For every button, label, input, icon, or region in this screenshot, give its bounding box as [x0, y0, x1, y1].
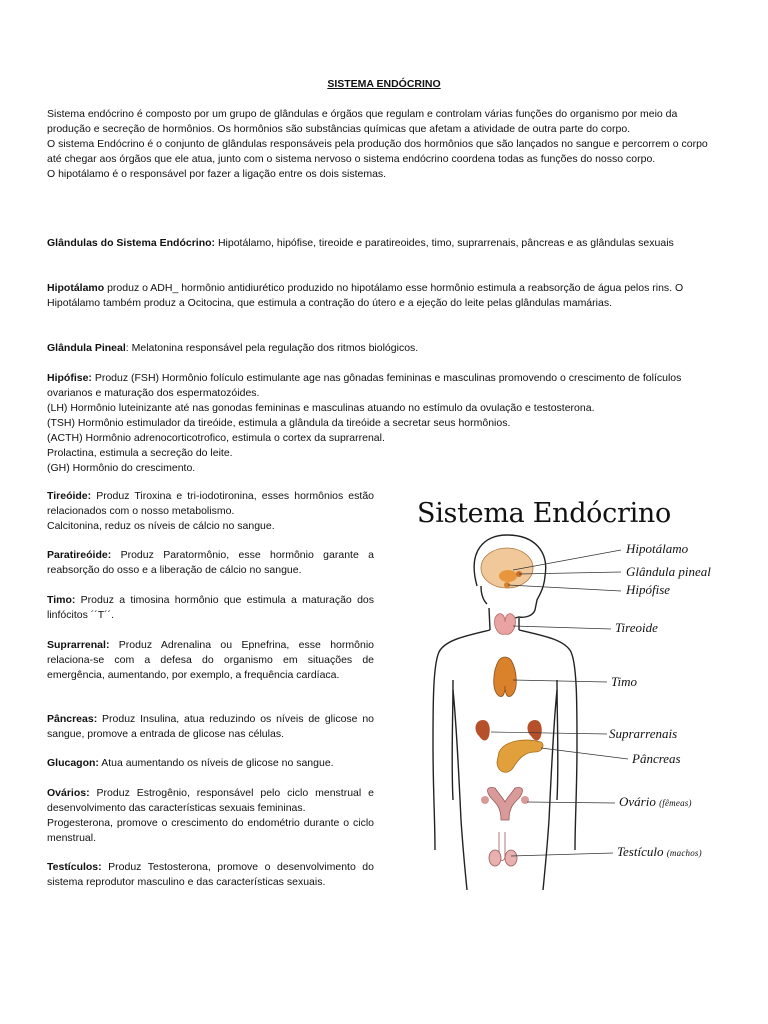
thymus-shape — [494, 657, 517, 697]
pancreas-text: Produz Insulina, atua reduzindo os níveis de glicose no sangue, promove a entrada de glicose nas células. — [47, 713, 374, 740]
suprarrenal-text: Produz Adrenalina ou Epnefrina, esse hormônio relaciona-se com a defesa do organismo em situações de emergência, aumentando, por exemplo, a frequência cardíaca. — [47, 639, 374, 681]
hipofise-line-acth: (ACTH) Hormônio adrenocorticotrofico, estimula o cortex da suprarrenal. — [47, 432, 385, 444]
intro-paragraph-1: Sistema endócrino é composto por um grupo de glândulas e órgãos que regulam e controlam várias funções do organismo por meio da produção e secreção de hormônios. Os hormônios são substâncias químicas que afetam a atividade de outra parte do corpo. — [47, 108, 678, 135]
pineal-text: : Melatonina responsável pela regulação dos ritmos biológicos. — [125, 342, 419, 354]
body-illustration — [395, 490, 745, 890]
testiculos-section — [47, 860, 374, 890]
label-testiculo-text: Testículo — [617, 844, 664, 859]
label-testiculo-note: (machos) — [666, 848, 702, 858]
glucagon-label: Glucagon: — [47, 757, 99, 769]
hipofise-section — [47, 371, 713, 476]
hypothalamus-shape — [499, 570, 517, 582]
tireoide-line-2: Calcitonina, reduz os níveis de cálcio no sangue. — [47, 520, 275, 532]
pineal-section — [47, 341, 713, 356]
figure-title: Sistema Endócrino — [417, 498, 671, 529]
glandulas-text: Hipotálamo, hipófise, tireoide e paratireoides, timo, suprarrenais, pâncreas e as glândulas sexuais — [215, 237, 674, 249]
leader-lines — [491, 550, 628, 856]
label-timo: Timo — [611, 674, 638, 689]
label-ovario-text: Ovário — [619, 794, 656, 809]
uterus-shape — [488, 787, 523, 820]
hipotalamo-section — [47, 281, 713, 311]
thyroid-shape — [495, 614, 516, 635]
tireoide-section — [47, 489, 374, 534]
hipofise-line-gh: (GH) Hormônio do crescimento. — [47, 462, 196, 474]
timo-text: Produz a timosina hormônio que estimula a maturação dos linfócitos ´´T´´. — [47, 594, 374, 621]
ovarios-label: Ovários: — [47, 787, 90, 799]
hipofise-line-lh: (LH) Hormônio luteinizante até nas gonodas femininas e masculinas atuando no estímulo da ovulação e testosterona. — [47, 402, 595, 414]
testiculos-text: Produz Testosterona, promove o desenvolvimento do sistema reprodutor masculino e das características sexuais. — [47, 861, 374, 888]
glandulas-section — [47, 236, 713, 251]
testiculos-label: Testículos: — [47, 861, 102, 873]
document-title: SISTEMA ENDÓCRINO — [327, 78, 441, 90]
ovarios-section — [47, 786, 374, 846]
timo-section — [47, 593, 374, 623]
tireoide-label: Tireóide: — [47, 490, 92, 502]
label-glandula-pineal: Glândula pineal — [626, 564, 711, 579]
suprarrenal-label: Suprarrenal: — [47, 639, 110, 651]
label-tireoide: Tireoide — [615, 620, 658, 635]
intro-paragraph-3: O hipotálamo é o responsável por fazer a ligação entre os dois sistemas. — [47, 168, 387, 180]
hipofise-line-prolactina: Prolactina, estimula a secreção do leite. — [47, 447, 233, 459]
hipotalamo-text: produz o ADH_ hormônio antidiurético produzido no hipotálamo esse hormônio estimula a reabsorção de água pelos rins. O Hipotálamo também produz a Ocitocina, que estimula a contração do útero e a ejeção do leite pelas glândulas mamárias. — [47, 282, 684, 309]
ovary-left-shape — [481, 796, 489, 804]
hipofise-text: Produz (FSH) Hormônio folículo estimulante age nas gônadas femininas e masculinas promovendo o crescimento de folículos ovarianos e maturação dos espermatozóides. — [47, 372, 682, 399]
glucagon-section — [47, 756, 374, 771]
paratireoide-section — [47, 548, 374, 578]
adrenal-left-shape — [476, 720, 490, 741]
glandulas-label: Glândulas do Sistema Endócrino: — [47, 237, 216, 249]
label-hipotalamo: Hipotálamo — [626, 541, 689, 556]
label-ovario — [619, 795, 692, 810]
hipotalamo-label: Hipotálamo — [47, 282, 105, 294]
testis-right-shape — [505, 850, 517, 866]
label-suprarrenais: Suprarrenais — [609, 726, 678, 741]
label-pancreas: Pâncreas — [632, 751, 681, 766]
hipofise-line-tsh: (TSH) Hormônio estimulador da tireóide, estimula a glândula da tireóide a secretar seus hormônios. — [47, 417, 511, 429]
adrenal-right-shape — [528, 720, 542, 741]
timo-label: Timo: — [47, 594, 76, 606]
glucagon-text: Atua aumentando os níveis de glicose no sangue. — [98, 757, 334, 769]
label-testiculo — [617, 845, 702, 860]
endocrine-system-figure — [395, 490, 745, 890]
suprarrenal-section — [47, 638, 374, 683]
pancreas-shape — [497, 740, 543, 772]
label-hipofise: Hipófise — [626, 582, 671, 597]
intro-paragraph-2: O sistema Endócrino é o conjunto de glândulas responsáveis pela produção dos hormônios que são lançados no sangue e percorrem o corpo até chegar aos órgãos que ele atua, junto com o sistema nervoso o sistema endócrino coordena todas as funções do nosso corpo. — [47, 138, 708, 165]
ovarios-line-2: Progesterona, promove o crescimento do endométrio durante o ciclo menstrual. — [47, 817, 374, 844]
pineal-label: Glândula Pineal — [47, 342, 126, 354]
paratireoide-label: Paratireóide: — [47, 549, 112, 561]
pancreas-label: Pâncreas: — [47, 713, 98, 725]
hipofise-label: Hipófise: — [47, 372, 92, 384]
pancreas-section — [47, 712, 374, 742]
ovary-right-shape — [521, 796, 529, 804]
testis-left-shape — [489, 850, 501, 866]
tireoide-text: Produz Tiroxina e tri-iodotironina, esses hormônios estão relacionados com o nosso metabolismo. — [47, 490, 374, 517]
intro-section — [47, 107, 713, 182]
label-ovario-note: (fêmeas) — [659, 798, 692, 808]
ovarios-text: Produz Estrogênio, responsável pelo ciclo menstrual e desenvolvimento das características sexuais femininas. — [47, 787, 374, 814]
paratireoide-text: Produz Paratormônio, esse hormônio garante a reabsorção do osso e a liberação de cálcio no sangue. — [47, 549, 374, 576]
